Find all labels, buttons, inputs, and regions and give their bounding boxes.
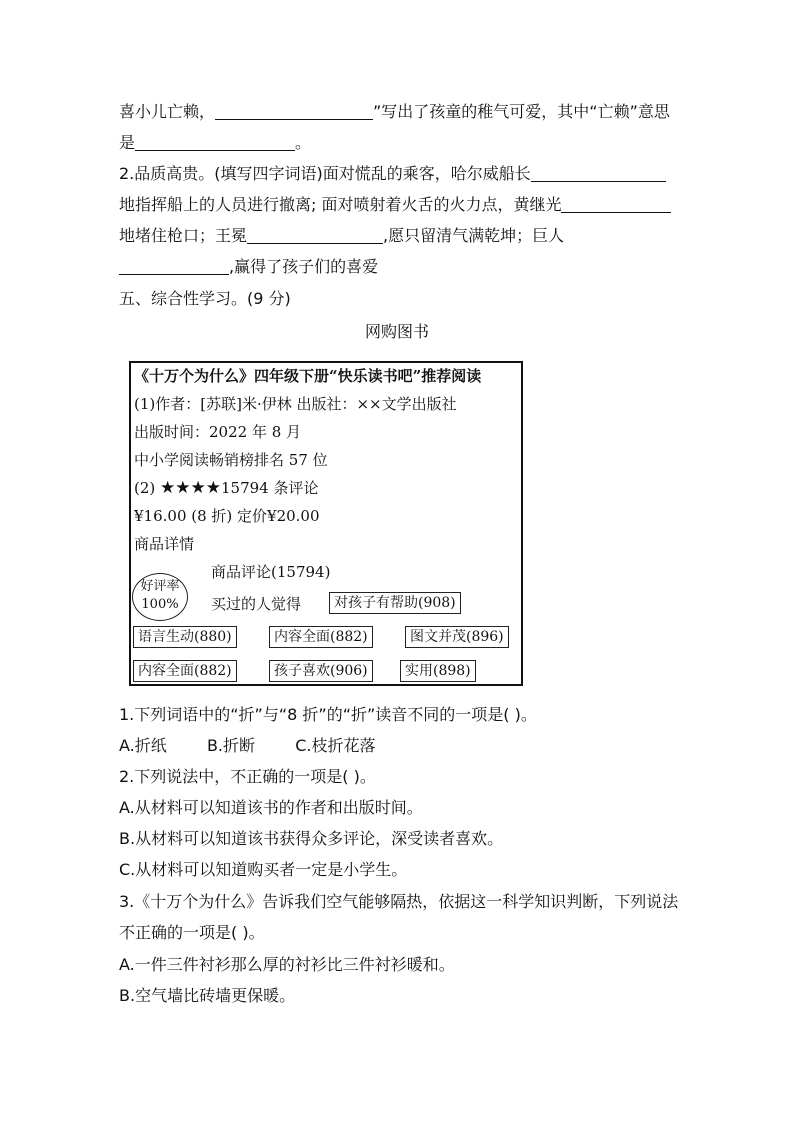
question-text: 地堵住枪口；王冕 [119,226,248,245]
q2-line-4 [119,256,378,278]
details-label: 商品详情 [134,535,195,553]
q2-line-3 [119,225,564,247]
question-text: 2.品质高贵。(填写四字词语)面对慌乱的乘客，哈尔威船长 [119,164,531,183]
question-2-option-a[interactable]: A.从材料可以知道该书的作者和出版时间。 [119,798,423,817]
answer-blank[interactable] [247,227,383,244]
answer-blank[interactable] [135,134,295,151]
book-rank: 中小学阅读畅销榜排名 57 位 [134,451,328,469]
q2-line-1 [119,163,666,185]
star-icon: ★★★★ [160,478,221,498]
section-heading: 五、综合性学习。(9 分) [119,289,291,308]
question-text: ,愿只留清气满乾坤；巨人 [383,226,565,245]
book-publish-date: 出版时间：2022 年 8 月 [134,423,302,441]
tag-pictures[interactable]: 图文并茂(896) [405,626,509,648]
option-c[interactable]: C.枝折花落 [295,736,376,755]
bought-label: 买过的人觉得 [211,595,302,613]
passage-text: ”写出了孩童的稚气可爱，其中“亡赖”意思 [373,102,670,121]
question-text: 地指挥船上的人员进行撤离; 面对喷射着火舌的火力点，黄继光 [119,195,562,214]
question-text: ,赢得了孩子们的喜爱 [229,257,379,276]
option-b[interactable]: B.折断 [206,736,256,755]
rating-prefix: (2) [134,479,156,497]
passage-text: 喜小儿亡赖， [119,102,216,121]
section-subtitle: 网购图书 [364,322,429,341]
question-3-line-1: 3.《十万个为什么》告诉我们空气能够隔热，依据这一科学知识判断，下列说法 [119,892,679,911]
passage-line-2 [119,132,311,154]
answer-blank[interactable] [561,196,671,213]
book-rating [134,478,319,498]
tag-kids-like[interactable]: 孩子喜欢(906) [269,660,373,682]
tag-practical[interactable]: 实用(898) [400,660,476,682]
question-3-line-2: 不正确的一项是( )。 [119,923,265,942]
answer-blank[interactable] [215,103,373,120]
passage-text: 。 [295,133,312,152]
question-1-options [119,735,375,757]
badge-value: 100% [141,597,179,612]
badge-label: 好评率 [140,579,180,594]
passage-line-1 [119,101,670,123]
tag-helpful[interactable]: 对孩子有帮助(908) [329,592,461,614]
positive-rate-badge [132,573,188,621]
review-label: 商品评论(15794) [211,563,331,581]
option-a[interactable]: A.折纸 [119,736,167,755]
question-2-option-b[interactable]: B.从材料可以知道该书获得众多评论，深受读者喜欢。 [119,829,504,848]
question-1: 1.下列词语中的“折”与“8 折”的“折”读音不同的一项是( )。 [119,705,537,724]
book-title: 《十万个为什么》四年级下册“快乐读书吧”推荐阅读 [134,367,482,385]
book-author-publisher: (1)作者：[苏联]米·伊林 出版社：××文学出版社 [134,395,457,413]
tag-content-1[interactable]: 内容全面(882) [269,626,373,648]
question-3-option-b[interactable]: B.空气墙比砖墙更保暖。 [119,986,296,1005]
answer-blank[interactable] [531,165,666,182]
tag-content-2[interactable]: 内容全面(882) [133,660,237,682]
q2-line-2 [119,194,671,216]
book-price: ¥16.00 (8 折) 定价¥20.00 [134,507,320,525]
answer-blank[interactable] [119,258,229,275]
tag-vivid[interactable]: 语言生动(880) [133,626,237,648]
passage-text: 是 [119,133,136,152]
reviews-count: 15794 条评论 [221,479,319,497]
question-2: 2.下列说法中，不正确的一项是( )。 [119,767,376,786]
question-2-option-c[interactable]: C.从材料可以知道购买者一定是小学生。 [119,860,408,879]
question-3-option-a[interactable]: A.一件三件衬衫那么厚的衬衫比三件衬衫暖和。 [119,955,455,974]
